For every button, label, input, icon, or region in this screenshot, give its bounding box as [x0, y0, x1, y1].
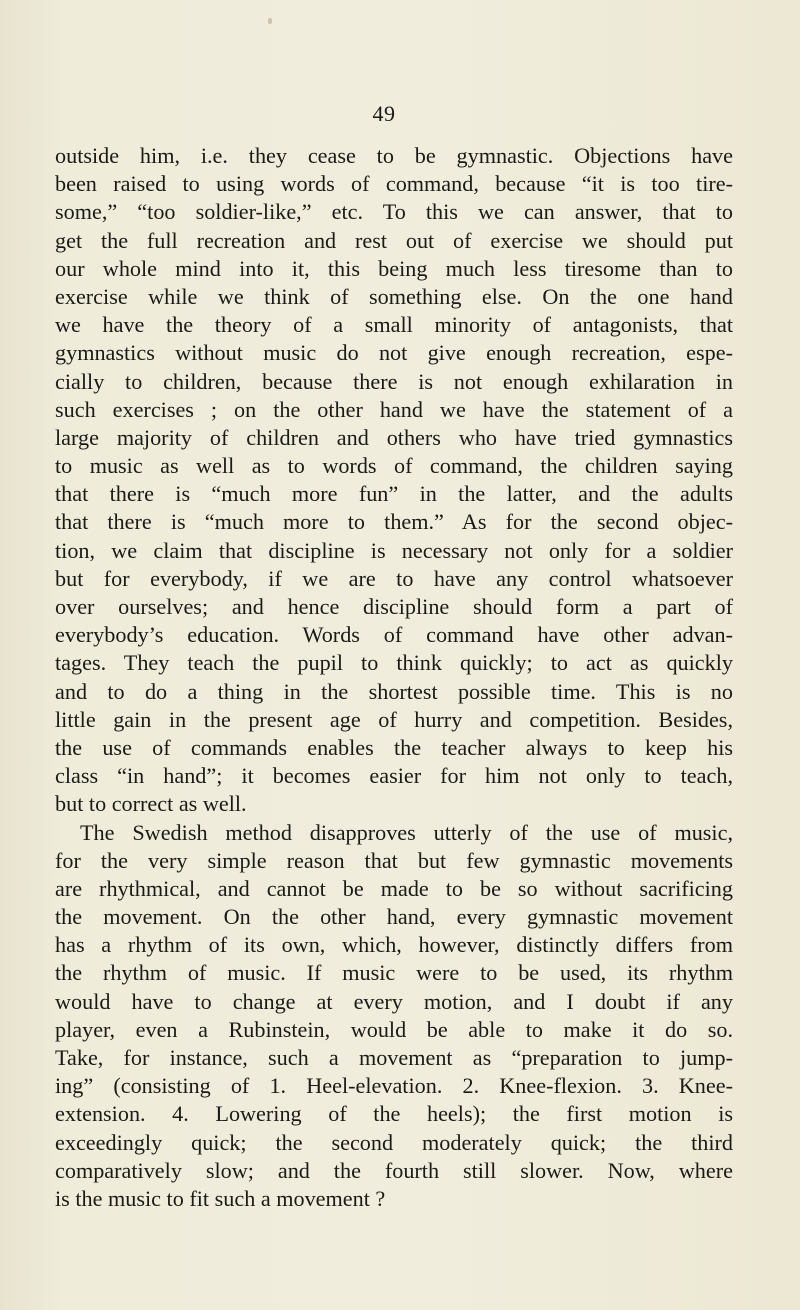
text-line-13: that there is “much more fun” in the latter, and the adults: [55, 481, 733, 507]
text-line-4: get the full recreation and rest out of exercise we should put: [55, 227, 733, 253]
text-line-6: exercise while we think of something else. On the one hand: [55, 283, 733, 309]
text-line-9: cially to children, because there is not enough exhilaration in: [55, 368, 733, 394]
text-line-32: player, even a Rubinstein, would be able to make it do so.: [55, 1016, 733, 1042]
text-line-17: over ourselves; and hence discipline should form a part of: [55, 594, 733, 619]
body-text: [55, 142, 733, 1213]
text-line-16: but for everybody, if we are to have any control whatsoever: [55, 565, 733, 591]
text-line-2: been raised to using words of command, because “it is too tire-: [55, 171, 733, 197]
text-line-15: tion, we claim that discipline is necessary not only for a soldier: [55, 537, 733, 563]
text-line-1: outside him, i.e. they cease to be gymnastic. Objections have: [55, 143, 733, 168]
text-line-28: the movement. On the other hand, every gymnastic movement: [55, 904, 733, 930]
text-line-25: The Swedish method disapproves utterly of the use of music,: [80, 819, 733, 845]
text-line-18: everybody’s education. Words of command have other advan-: [55, 622, 733, 648]
text-line-37: comparatively slow; and the fourth still slower. Now, where: [55, 1157, 733, 1183]
text-line-33: Take, for instance, such a movement as “preparation to jump-: [55, 1045, 733, 1070]
text-line-14: that there is “much more to them.” As for the second objec-: [55, 509, 733, 535]
text-line-8: gymnastics without music do not give enough recreation, espe-: [55, 340, 733, 366]
text-line-11: large majority of children and others who have tried gymnastics: [55, 424, 733, 450]
text-line-36: exceedingly quick; the second moderately quick; the third: [55, 1129, 733, 1155]
text-line-19: tages. They teach the pupil to think quickly; to act as quickly: [55, 650, 733, 676]
text-line-7: we have the theory of a small minority of antagonists, that: [55, 312, 733, 338]
paper-speck: [268, 18, 272, 24]
text-line-5: our whole mind into it, this being much less tiresome than to: [55, 255, 733, 281]
text-line-21: little gain in the present age of hurry and competition. Besides,: [55, 706, 733, 732]
text-line-35: extension. 4. Lowering of the heels); the first motion is: [55, 1101, 733, 1127]
text-line-3: some,” “too soldier-like,” etc. To this we can answer, that to: [55, 199, 733, 225]
text-line-27: are rhythmical, and cannot be made to be so without sacrificing: [55, 875, 733, 901]
text-line-26: for the very simple reason that but few gymnastic movements: [55, 847, 733, 873]
text-line-22: the use of commands enables the teacher always to keep his: [55, 734, 733, 760]
text-line-30: the rhythm of music. If music were to be used, its rhythm: [55, 960, 733, 986]
page-number: 49: [372, 101, 396, 126]
text-line-38: is the music to fit such a movement ?: [55, 1185, 386, 1211]
text-line-34: ing” (consisting of 1. Heel-elevation. 2. Knee-flexion. 3. Knee-: [55, 1073, 733, 1099]
text-line-23: class “in hand”; it becomes easier for him not only to teach,: [55, 763, 733, 789]
text-line-10: such exercises ; on the other hand we have the statement of a: [55, 396, 733, 422]
text-line-12: to music as well as to words of command, the children saying: [55, 453, 733, 479]
text-line-20: and to do a thing in the shortest possible time. This is no: [55, 678, 733, 704]
text-line-29: has a rhythm of its own, which, however, distinctly differs from: [55, 932, 733, 958]
text-line-24: but to correct as well.: [55, 791, 247, 817]
text-line-31: would have to change at every motion, and I doubt if any: [55, 988, 733, 1014]
